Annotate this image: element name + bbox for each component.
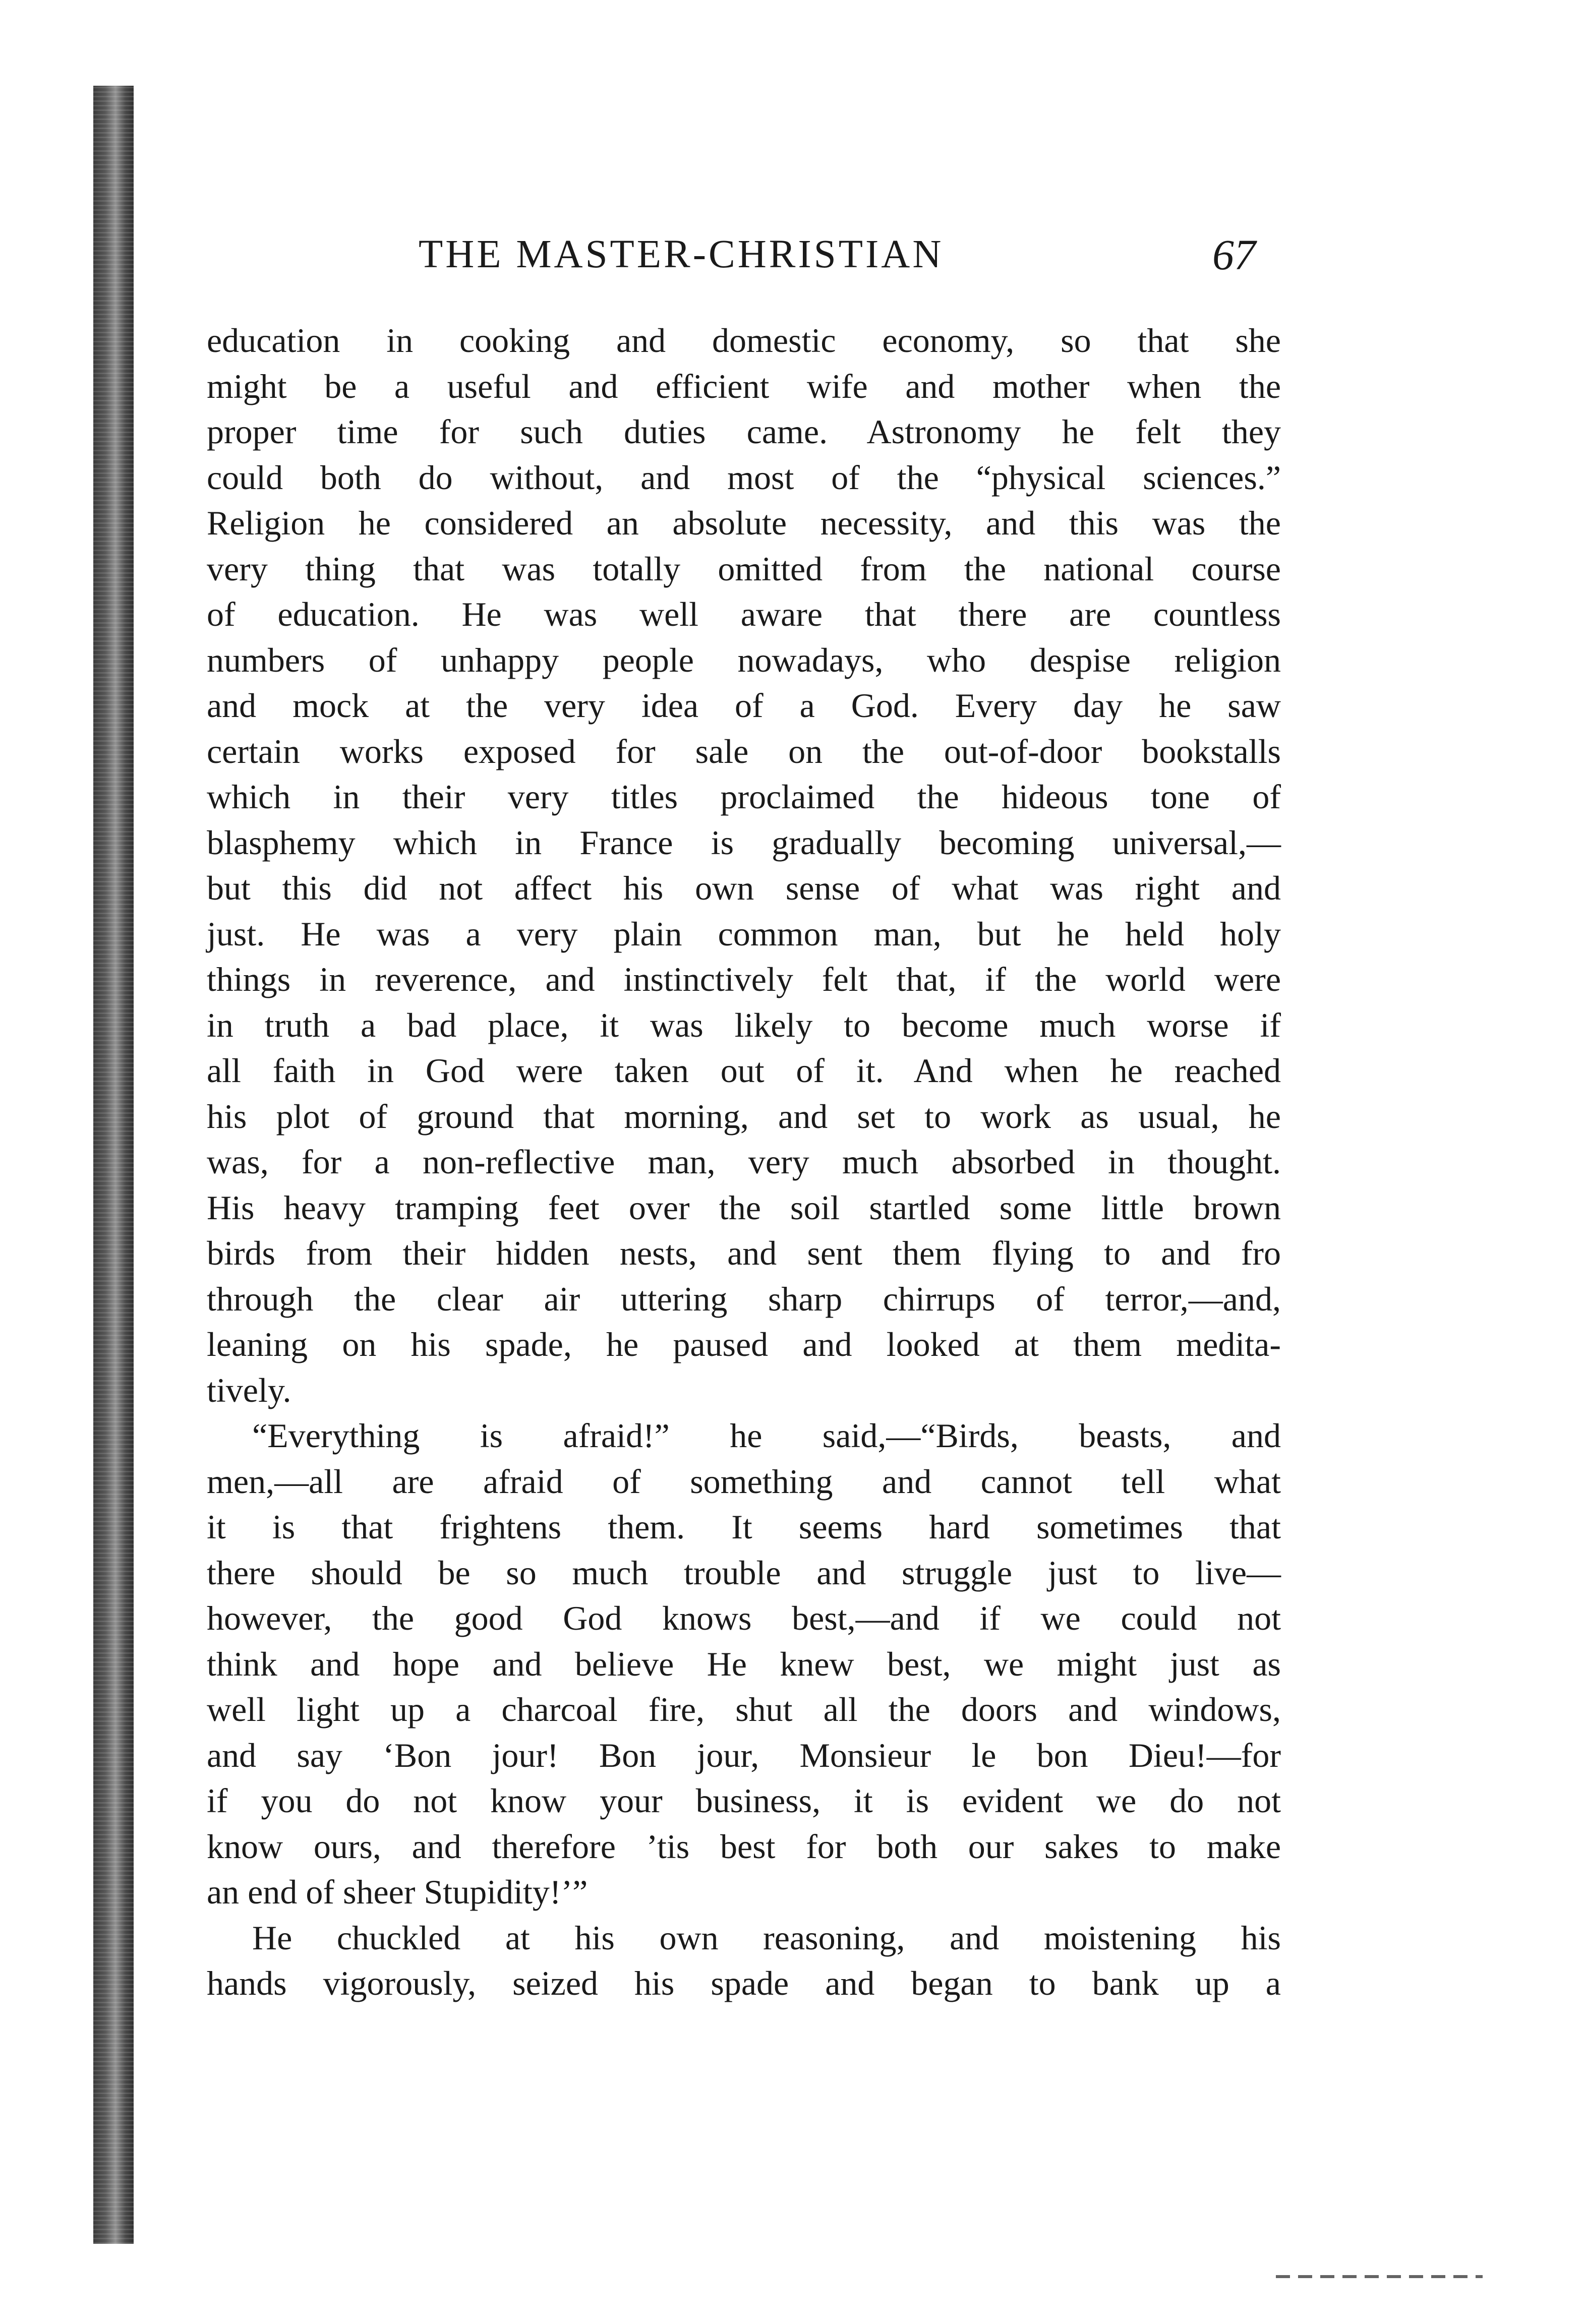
text-line: might be a useful and efficient wife and mother when the [207, 367, 1281, 405]
text-line: birds from their hidden nests, and sent them flying to and fro [207, 1234, 1281, 1272]
text-line: his plot of ground that morning, and set to work as usual, he [207, 1097, 1281, 1136]
text-line: well light up a charcoal fire, shut all the doors and windows, [207, 1690, 1281, 1729]
text-line: but this did not affect his own sense of what was right and [207, 869, 1281, 907]
text-line: numbers of unhappy people nowadays, who despise religion [207, 640, 1281, 679]
text-line: an end of sheer Stupidity!’” [207, 1873, 588, 1911]
text-line: His heavy tramping feet over the soil startled some little brown [207, 1188, 1281, 1227]
text-line: it is that frightens them. It seems hard sometimes that [207, 1508, 1281, 1546]
text-line: through the clear air uttering sharp chirrups of terror,—and, [207, 1279, 1281, 1318]
running-title: THE MASTER-CHRISTIAN [419, 232, 944, 276]
text-line: leaning on his spade, he paused and looked at them medita- [207, 1325, 1281, 1363]
text-line: just. He was a very plain common man, but he held holy [207, 914, 1281, 953]
text-line: very thing that was totally omitted from the national course [207, 549, 1281, 588]
text-line: all faith in God were taken out of it. And when he reached [207, 1051, 1281, 1090]
text-line: “Everything is afraid!” he said,—“Birds, beasts, and [252, 1416, 1281, 1455]
text-line: men,—all are afraid of something and cannot tell what [207, 1462, 1281, 1501]
text-line: if you do not know your business, it is evident we do not [207, 1781, 1281, 1820]
text-line: certain works exposed for sale on the out-of-door bookstalls [207, 732, 1281, 770]
book-binding-edge [93, 86, 134, 2244]
text-line: blasphemy which in France is gradually becoming universal,— [207, 823, 1281, 862]
page-header [419, 227, 1256, 282]
text-line: there should be so much trouble and struggle just to live— [207, 1553, 1281, 1592]
body-text [207, 318, 1281, 2006]
text-line: in truth a bad place, it was likely to become much worse if [207, 1005, 1281, 1044]
text-line: however, the good God knows best,—and if we could not [207, 1599, 1281, 1637]
scan-artifact-marks [1276, 2275, 1483, 2278]
text-line: which in their very titles proclaimed the hideous tone of [207, 778, 1281, 816]
text-line: of education. He was well aware that there are countless [207, 595, 1281, 633]
text-line: know ours, and therefore ’tis best for both our sakes to make [207, 1827, 1281, 1866]
text-line: He chuckled at his own reasoning, and moistening his [252, 1918, 1281, 1957]
page-number: 67 [1212, 230, 1256, 279]
text-line: think and hope and believe He knew best, we might just as [207, 1644, 1281, 1683]
text-line: and say ‘Bon jour! Bon jour, Monsieur le bon Dieu!—for [207, 1736, 1281, 1774]
text-line: proper time for such duties came. Astronomy he felt they [207, 412, 1281, 451]
text-line: things in reverence, and instinctively felt that, if the world were [207, 960, 1281, 998]
text-line: and mock at the very idea of a God. Every day he saw [207, 686, 1281, 725]
text-line: Religion he considered an absolute necessity, and this was the [207, 504, 1281, 542]
text-line: hands vigorously, seized his spade and began to bank up a [207, 1964, 1281, 2002]
text-line: tively. [207, 1370, 291, 1409]
text-line: was, for a non-reflective man, very much absorbed in thought. [207, 1143, 1281, 1181]
text-line: could both do without, and most of the “physical sciences.” [207, 458, 1281, 497]
text-line: education in cooking and domestic economy, so that she [207, 321, 1281, 360]
